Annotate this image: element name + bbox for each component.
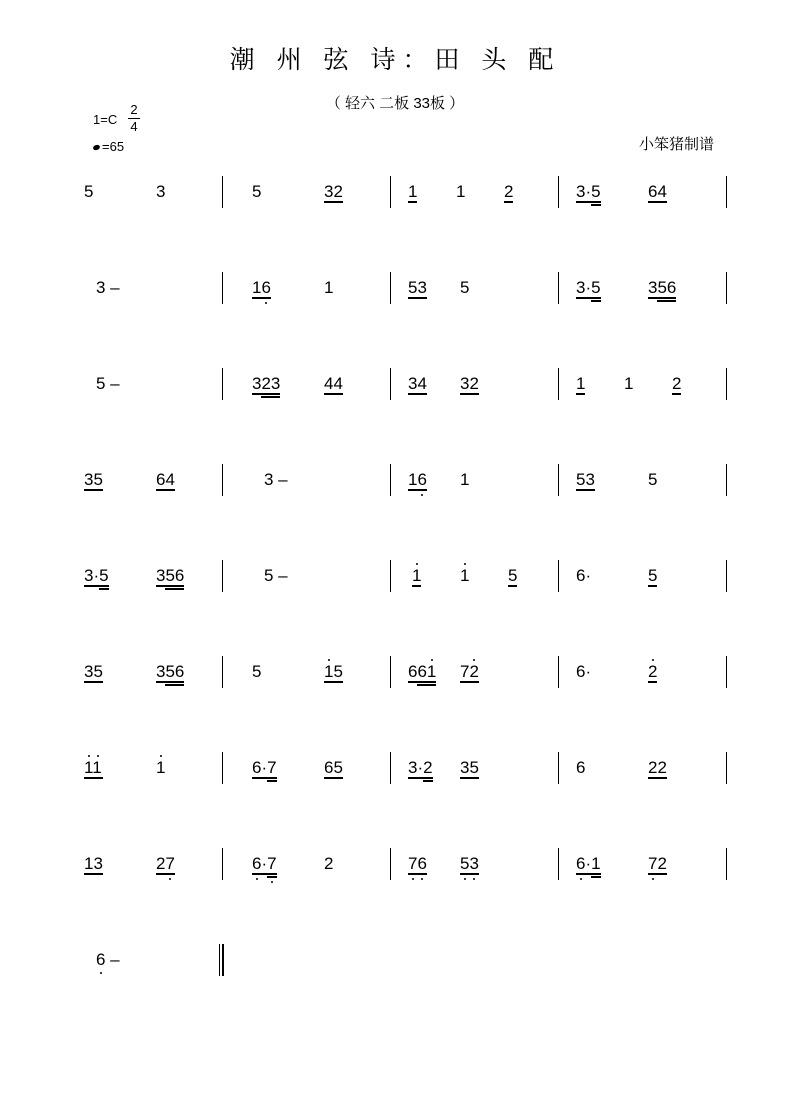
beam-underline-double [423, 780, 432, 782]
barline [726, 752, 727, 784]
beam-underline [508, 585, 517, 587]
barline [558, 176, 559, 208]
octave-high-dot [464, 563, 466, 565]
note-group: 34 [408, 374, 427, 393]
octave-low-dot [169, 878, 171, 880]
barline [222, 560, 223, 592]
beam-underline [408, 873, 427, 875]
note-group: 15 [324, 662, 343, 681]
note-group: 1 [460, 566, 470, 585]
octave-high-dot [431, 659, 433, 661]
barline [222, 656, 223, 688]
octave-high-dot [160, 755, 162, 757]
beam-underline [576, 201, 601, 203]
beam-underline [460, 393, 479, 395]
note-group: 6·7 [252, 758, 277, 777]
note-group: 6 [576, 758, 586, 777]
beam-underline [648, 297, 676, 299]
note-group: 3·5 [84, 566, 109, 585]
beam-underline [408, 201, 417, 203]
barline [726, 848, 727, 880]
beam-underline [324, 201, 343, 203]
beam-underline [252, 873, 277, 875]
barline [222, 272, 223, 304]
note-group: 72 [460, 662, 479, 681]
beam-underline [648, 873, 667, 875]
note-group: 5 [648, 566, 658, 585]
note-group: 356 [156, 566, 185, 585]
beam-underline-double [591, 876, 600, 878]
octave-low-dot [271, 881, 273, 883]
barline [390, 656, 391, 688]
note-group: 3 [156, 182, 166, 201]
note-group: 53 [576, 470, 595, 489]
barline [390, 272, 391, 304]
time-signature [128, 102, 140, 135]
note-group: 53 [408, 278, 427, 297]
note-group: 1 [156, 758, 166, 777]
octave-low-dot [421, 494, 423, 496]
note-group: 5 [252, 182, 262, 201]
note-group: 2 [504, 182, 514, 201]
barline [390, 560, 391, 592]
beam-underline [324, 393, 343, 395]
barline [390, 176, 391, 208]
beam-underline [460, 873, 479, 875]
beam-underline [408, 297, 427, 299]
beam-underline [408, 393, 427, 395]
note-group: 1 [576, 374, 586, 393]
beam-underline [576, 297, 601, 299]
octave-high-dot [88, 755, 90, 757]
beam-underline [504, 201, 513, 203]
note-group: 3·5 [576, 278, 601, 297]
beam-underline [460, 681, 479, 683]
octave-high-dot [473, 659, 475, 661]
beam-underline [648, 585, 657, 587]
beam-underline [156, 873, 175, 875]
octave-high-dot [416, 563, 418, 565]
note-group: 1 [460, 470, 470, 489]
note-group: 356 [156, 662, 185, 681]
note-group: 5 – [96, 374, 120, 393]
note-group: 1 [412, 566, 422, 585]
time-signature-top: 2 [128, 102, 140, 119]
beam-underline-double [267, 876, 276, 878]
beam-underline-double [657, 300, 676, 302]
beam-underline [84, 489, 103, 491]
beam-underline [84, 777, 103, 779]
note-group: 53 [460, 854, 479, 873]
note-group: 5 [460, 278, 470, 297]
barline [558, 656, 559, 688]
beam-underline-double [591, 204, 600, 206]
beam-underline [324, 681, 343, 683]
note-group: 2 [648, 662, 658, 681]
barline [222, 848, 223, 880]
note-group: 323 [252, 374, 281, 393]
beam-underline-double [591, 300, 600, 302]
score-subtitle: （ 轻六 二板 33板 ） [325, 95, 465, 112]
beam-underline [648, 201, 667, 203]
score-title: 潮 州 弦 诗：田 头 配 [229, 45, 561, 74]
note-group: 64 [156, 470, 175, 489]
time-signature-bottom: 4 [130, 119, 138, 134]
note-group: 5 [648, 470, 658, 489]
beam-underline [576, 873, 601, 875]
note-group: 5 [508, 566, 518, 585]
octave-low-dot [421, 878, 423, 880]
beam-underline-double [165, 588, 184, 590]
beam-underline [84, 873, 103, 875]
beam-underline [408, 777, 433, 779]
octave-low-dot [412, 878, 414, 880]
note-group: 6·7 [252, 854, 277, 873]
beam-underline [648, 777, 667, 779]
beam-underline [576, 393, 585, 395]
note-group: 356 [648, 278, 677, 297]
beam-underline [648, 681, 657, 683]
note-group: 1 [408, 182, 418, 201]
beam-underline-double [99, 588, 108, 590]
note-group: 5 [84, 182, 94, 201]
final-barline-thin [219, 944, 220, 976]
barline [726, 656, 727, 688]
barline [222, 176, 223, 208]
note-group: 16 [252, 278, 271, 297]
note-group: 32 [460, 374, 479, 393]
note-group: 1 [324, 278, 334, 297]
beam-underline [156, 489, 175, 491]
note-group: 35 [84, 470, 103, 489]
note-group: 27 [156, 854, 175, 873]
note-group: 44 [324, 374, 343, 393]
beam-underline [672, 393, 681, 395]
octave-low-dot [473, 878, 475, 880]
note-group: 5 – [264, 566, 288, 585]
beam-underline [408, 681, 436, 683]
beam-underline [156, 585, 184, 587]
note-group: 35 [460, 758, 479, 777]
note-group: 16 [408, 470, 427, 489]
barline [726, 176, 727, 208]
note-group: 22 [648, 758, 667, 777]
note-group: 3·5 [576, 182, 601, 201]
barline [222, 368, 223, 400]
note-group: 1 [624, 374, 634, 393]
barline [558, 560, 559, 592]
octave-low-dot [265, 302, 267, 304]
barline [390, 464, 391, 496]
note-group: 2 [324, 854, 334, 873]
octave-low-dot [464, 878, 466, 880]
note-group: 6· [576, 566, 592, 585]
barline [222, 752, 223, 784]
barline [558, 848, 559, 880]
beam-underline [460, 777, 479, 779]
barline [390, 848, 391, 880]
note-group: 3 – [96, 278, 120, 297]
quarter-note-icon [92, 144, 100, 151]
barline [726, 464, 727, 496]
note-group: 3·2 [408, 758, 433, 777]
beam-underline [576, 489, 595, 491]
note-group: 6·1 [576, 854, 601, 873]
beam-underline [156, 681, 184, 683]
note-group: 6· [576, 662, 592, 681]
octave-low-dot [100, 972, 102, 974]
beam-underline [324, 777, 343, 779]
note-group: 5 [252, 662, 262, 681]
note-group: 3 – [264, 470, 288, 489]
beam-underline [84, 585, 109, 587]
note-group: 6 – [96, 950, 120, 969]
barline [390, 368, 391, 400]
note-group: 65 [324, 758, 343, 777]
note-group: 64 [648, 182, 667, 201]
beam-underline [84, 681, 103, 683]
barline [558, 752, 559, 784]
final-barline [222, 944, 224, 976]
beam-underline-double [267, 780, 276, 782]
note-group: 32 [324, 182, 343, 201]
beam-underline-double [261, 396, 280, 398]
beam-underline [252, 297, 271, 299]
octave-high-dot [328, 659, 330, 661]
octave-low-dot [652, 878, 654, 880]
octave-high-dot [652, 659, 654, 661]
note-group: 72 [648, 854, 667, 873]
note-group: 661 [408, 662, 437, 681]
note-group: 2 [672, 374, 682, 393]
note-group: 35 [84, 662, 103, 681]
barline [726, 368, 727, 400]
note-group: 76 [408, 854, 427, 873]
barline [558, 368, 559, 400]
barline [726, 560, 727, 592]
beam-underline-double [417, 684, 436, 686]
beam-underline [252, 777, 277, 779]
octave-low-dot [256, 878, 258, 880]
beam-underline [408, 489, 427, 491]
barline [390, 752, 391, 784]
barline [558, 464, 559, 496]
barline [726, 272, 727, 304]
octave-low-dot [580, 878, 582, 880]
beam-underline [412, 585, 421, 587]
tempo-marking [93, 139, 124, 154]
note-group: 13 [84, 854, 103, 873]
barline [222, 464, 223, 496]
barline [558, 272, 559, 304]
octave-high-dot [97, 755, 99, 757]
note-group: 1 [456, 182, 466, 201]
note-group: 11 [84, 758, 102, 777]
key-signature: 1=C [93, 112, 118, 127]
beam-underline [252, 393, 280, 395]
tempo-value: =65 [102, 139, 125, 154]
score-author: 小笨猪制谱 [638, 136, 714, 153]
beam-underline-double [165, 684, 184, 686]
